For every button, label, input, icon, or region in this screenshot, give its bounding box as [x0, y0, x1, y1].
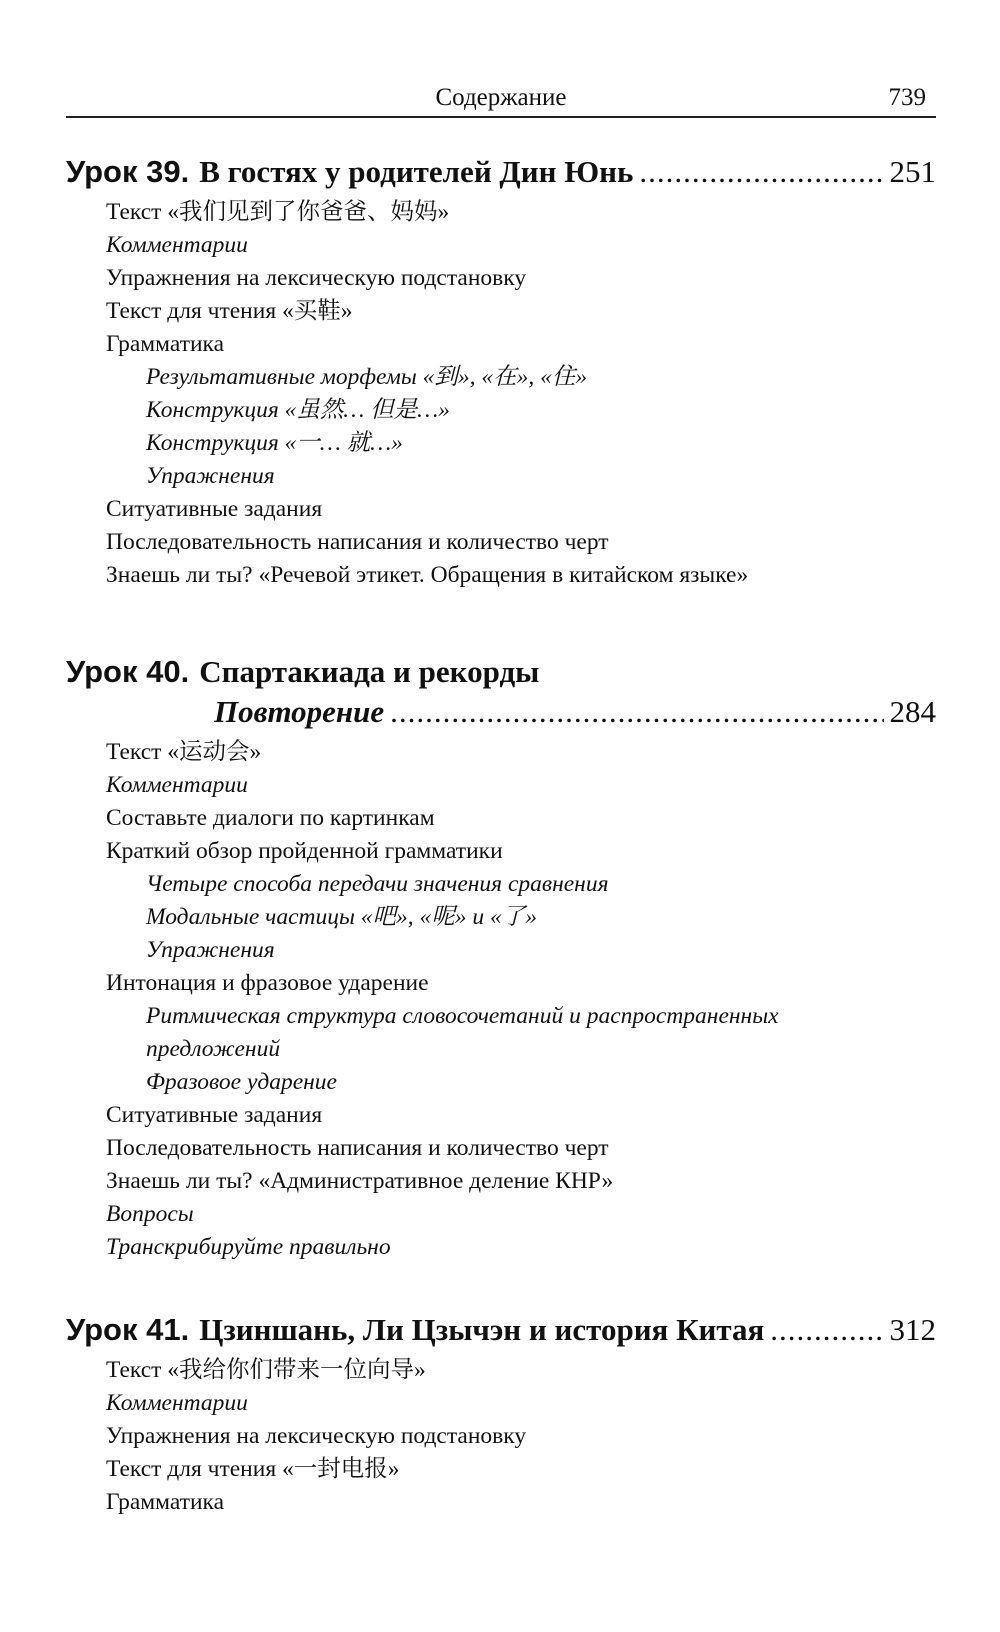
list-item: Составьте диалоги по картинкам	[106, 805, 435, 831]
list-item: Фразовое ударение	[146, 1069, 337, 1095]
list-item: Последовательность написания и количество черт	[106, 1135, 609, 1161]
list-item: Текст «我们见到了你爸爸、妈妈»	[106, 199, 450, 225]
header-title: Содержание	[435, 84, 567, 111]
lesson-heading[interactable]	[66, 152, 936, 192]
lesson-label: Урок 40.	[66, 654, 190, 689]
lesson-title: В гостях у родителей Дин Юнь	[199, 154, 634, 189]
list-item: Комментарии	[106, 1390, 248, 1416]
list-item: Транскрибируйте правильно	[106, 1234, 391, 1260]
list-item: Грамматика	[106, 331, 225, 357]
list-item: Интонация и фразовое ударение	[106, 970, 429, 996]
lesson-heading[interactable]	[66, 1310, 936, 1350]
lesson-page: 251	[889, 154, 936, 189]
list-item: Комментарии	[106, 232, 248, 258]
list-item: Краткий обзор пройденной грамматики	[106, 838, 503, 864]
dot-leader	[770, 1310, 883, 1350]
list-item: Конструкция «虽然… 但是…»	[146, 397, 450, 423]
lesson-41	[66, 1310, 936, 1519]
list-item: Текст для чтения «一封电报»	[106, 1456, 400, 1482]
list-item: Ритмическая структура словосочетаний и распространенных предложений	[146, 1003, 779, 1062]
dot-leader	[390, 692, 883, 732]
list-item: Грамматика	[106, 1489, 225, 1515]
list-item: Упражнения на лексическую подстановку	[106, 265, 527, 291]
lesson-label: Урок 41.	[66, 1312, 190, 1347]
list-item: Знаешь ли ты? «Речевой этикет. Обращения в китайском языке»	[106, 562, 749, 588]
list-item: Модальные частицы «吧», «呢» и «了»	[146, 904, 538, 930]
lesson-40	[66, 652, 936, 1264]
running-header	[66, 78, 936, 118]
dot-leader	[639, 152, 883, 192]
list-item: Упражнения	[146, 463, 275, 489]
lesson-items	[66, 196, 936, 592]
lesson-subtitle: Повторение	[214, 694, 385, 729]
lesson-page: 284	[889, 694, 936, 729]
lesson-label: Урок 39.	[66, 154, 190, 189]
list-item: Текст для чтения «买鞋»	[106, 298, 353, 324]
list-item: Ситуативные задания	[106, 496, 323, 522]
list-item: Конструкция «一… 就…»	[146, 430, 403, 456]
lesson-items	[66, 736, 936, 1264]
list-item: Результативные морфемы «到», «在», «住»	[146, 364, 588, 390]
list-item: Упражнения	[146, 937, 275, 963]
list-item: Знаешь ли ты? «Административное деление КНР»	[106, 1168, 614, 1194]
list-item: Ситуативные задания	[106, 1102, 323, 1128]
list-item: Комментарии	[106, 772, 248, 798]
list-item: Текст «我给你们带来一位向导»	[106, 1357, 426, 1383]
list-item: Вопросы	[106, 1201, 194, 1227]
list-item: Упражнения на лексическую подстановку	[106, 1423, 527, 1449]
lesson-title: Спартакиада и рекорды	[199, 654, 540, 689]
lesson-page: 312	[889, 1312, 936, 1347]
list-item: Четыре способа передачи значения сравнения	[146, 871, 609, 897]
lesson-subheading[interactable]	[66, 692, 936, 732]
list-item: Последовательность написания и количество черт	[106, 529, 609, 555]
list-item: Текст «运动会»	[106, 739, 262, 765]
lesson-39	[66, 152, 936, 592]
lesson-heading[interactable]	[66, 652, 936, 692]
lesson-items	[66, 1354, 936, 1519]
page-number: 739	[888, 84, 926, 111]
lesson-title: Цзиншань, Ли Цзычэн и история Китая	[199, 1312, 765, 1347]
